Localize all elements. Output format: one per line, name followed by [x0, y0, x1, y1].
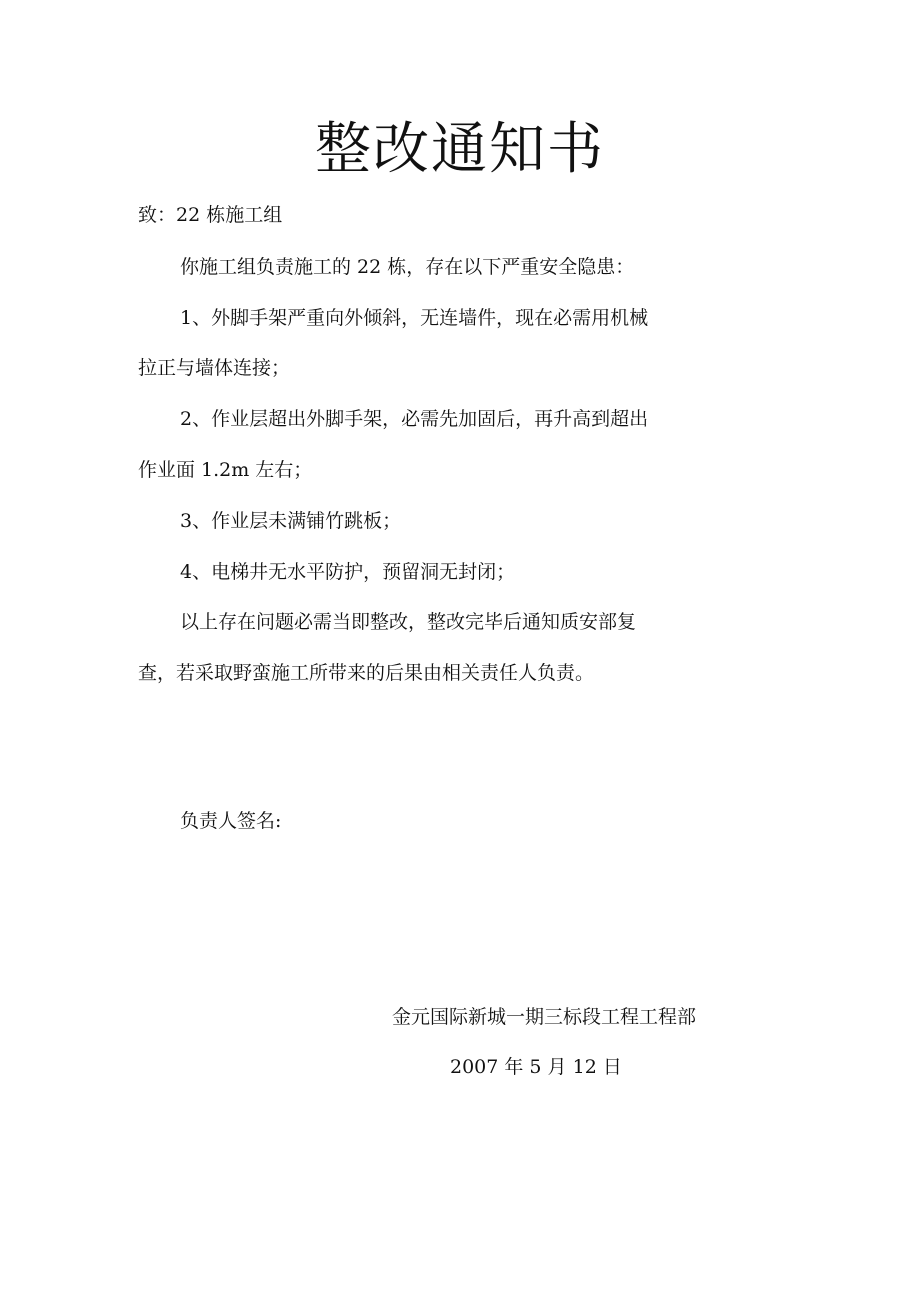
body-line-item-1-cont: 拉正与墙体连接； — [138, 357, 291, 379]
body-line-item-2-cont: 作业面 1.2m 左右； — [138, 459, 313, 481]
body-line-intro: 你施工组负责施工的 22 栋，存在以下严重安全隐患： — [180, 256, 635, 278]
department-name: 金元国际新城一期三标段工程工程部 — [392, 1006, 697, 1028]
body-line-item-3: 3、作业层未满铺竹跳板； — [180, 510, 402, 532]
body-line-item-2: 2、作业层超出外脚手架，必需先加固后，再升高到超出 — [180, 408, 649, 430]
signature-label: 负责人签名: — [180, 810, 282, 832]
recipient-line: 致：22 栋施工组 — [138, 204, 283, 226]
issue-date: 2007 年 5 月 12 日 — [450, 1056, 622, 1078]
body-line-conclusion: 以上存在问题必需当即整改，整改完毕后通知质安部复 — [180, 611, 637, 633]
body-line-conclusion-cont: 查，若采取野蛮施工所带来的后果由相关责任人负责。 — [138, 662, 595, 684]
body-line-item-1: 1、外脚手架严重向外倾斜，无连墙件，现在必需用机械 — [180, 307, 649, 329]
document-title: 整改通知书 — [315, 117, 605, 182]
body-line-item-4: 4、电梯井无水平防护，预留洞无封闭； — [180, 561, 516, 583]
